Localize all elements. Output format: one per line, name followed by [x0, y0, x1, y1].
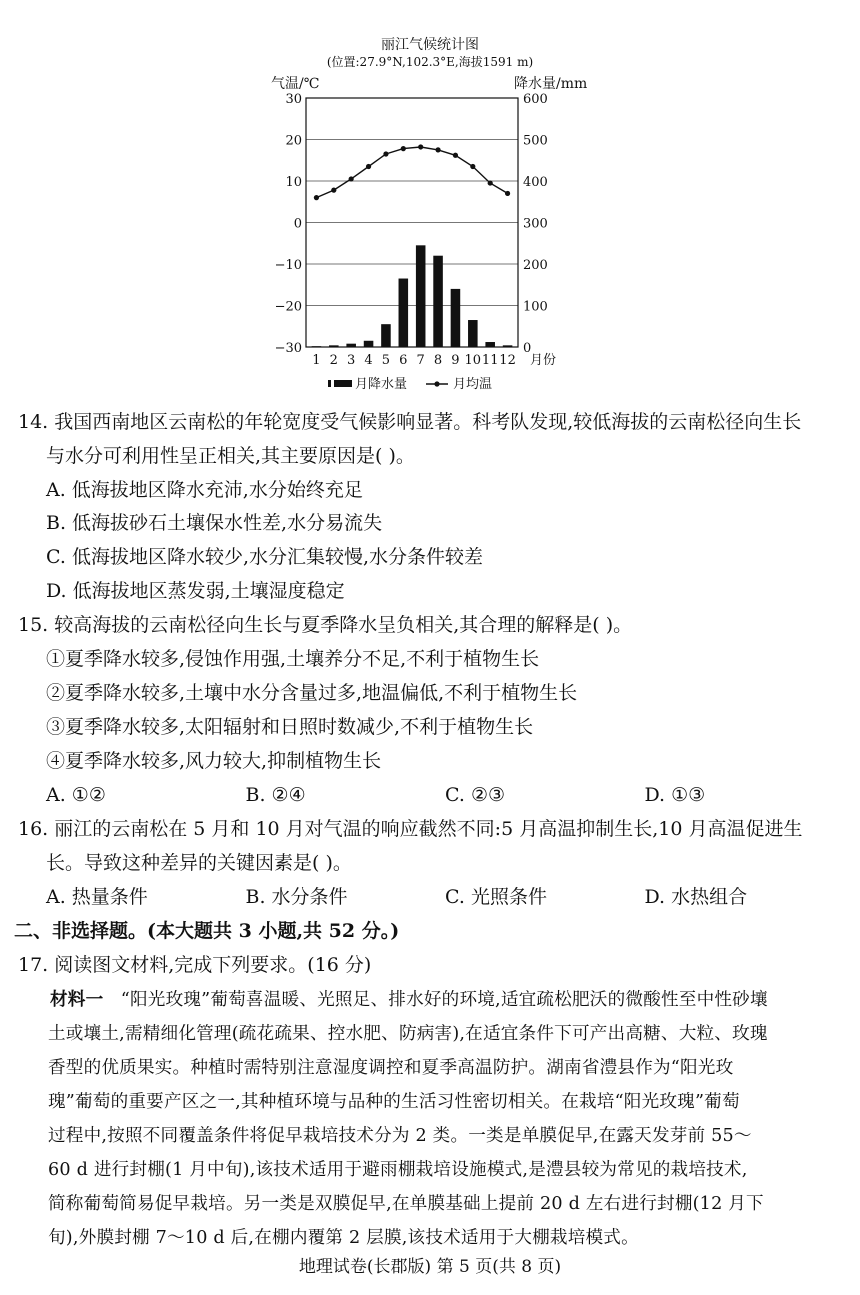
temp-point: [383, 151, 388, 156]
right-tick-label: 0: [523, 341, 532, 356]
material-1-line-2: 土或壤土,需精细化管理(疏花疏果、控水肥、防病害),在适宜条件下可产出高糖、大粒、玫瑰: [48, 1024, 768, 1044]
question-16-options: [18, 880, 844, 914]
legend: [328, 376, 492, 392]
x-tick-label: 8: [433, 353, 443, 368]
question-15-option-b: B. ②④: [245, 784, 306, 806]
left-tick-label: −30: [274, 341, 302, 356]
x-tick-label: 7: [416, 353, 425, 368]
legend-bar-swatch: [328, 380, 331, 387]
question-17-stem: [18, 948, 844, 982]
right-tick-label: 500: [523, 133, 548, 149]
temp-point: [488, 180, 493, 185]
temp-polyline: [316, 147, 507, 198]
precip-bar: [364, 341, 374, 347]
x-tick-label: 4: [364, 353, 373, 368]
x-tick-label: 10: [464, 353, 482, 368]
temp-point: [453, 153, 458, 158]
precipitation-bars: [312, 245, 513, 347]
temp-point: [331, 188, 336, 193]
temp-point: [314, 195, 319, 200]
right-tick-label: 300: [523, 216, 548, 232]
precip-bar: [468, 320, 478, 347]
page-footer: 地理试卷(长郡版) 第 5 页(共 8 页): [298, 1257, 562, 1277]
question-14-option-a: A. 低海拔地区降水充沛,水分始终充足: [46, 479, 363, 501]
right-tick-label: 100: [523, 299, 548, 315]
left-tick-label: 0: [293, 216, 302, 232]
question-14-stem-line1: 14. 我国西南地区云南松的年轮宽度受气候影响显著。科考队发现,较低海拔的云南松径向生长: [18, 411, 802, 433]
x-tick-label: 2: [329, 353, 338, 368]
x-tick-label: 6: [399, 353, 408, 368]
temp-point: [418, 144, 423, 149]
x-tick-label: 9: [451, 353, 460, 368]
material-1-line-7: 简称葡萄简易促早栽培。另一类是双膜促早,在单膜基础上提前 20 d 左右进行封棚(12 月下: [48, 1194, 764, 1214]
left-tick-label: 20: [285, 133, 302, 149]
question-15-option-a: A. ①②: [46, 784, 106, 806]
question-16-option-a: A. 热量条件: [46, 886, 148, 908]
material-1-label: 材料一: [50, 989, 104, 1010]
legend-bar-swatch-2: [334, 380, 352, 387]
right-tick-label: 400: [523, 175, 548, 190]
question-15-stem: 15. 较高海拔的云南松径向生长与夏季降水呈负相关,其合理的解释是( )。: [18, 614, 633, 636]
material-1: [50, 983, 844, 1017]
left-tick-label: −20: [274, 299, 302, 315]
x-tick-label: 3: [347, 353, 356, 368]
right-tick-label: 200: [523, 258, 548, 273]
tick-labels: [275, 92, 548, 368]
right-tick-label: 600: [523, 92, 548, 107]
chart-subtitle: (位置:27.9°N,102.3°E,海拔1591 m): [326, 55, 534, 69]
question-16-stem-line2: 长。导致这种差异的关键因素是( )。: [46, 852, 352, 874]
question-16-option-c: C. 光照条件: [445, 886, 547, 908]
legend-precip-label: 月降水量: [355, 377, 408, 392]
question-15-options: [18, 778, 844, 812]
question-17-stem-text: 17. 阅读图文材料,完成下列要求。(16 分): [18, 954, 372, 976]
chart-title: 丽江气候统计图: [381, 37, 479, 53]
material-1-line-6: 60 d 进行封棚(1 月中旬),该技术适用于避雨棚栽培设施模式,是澧县较为常见的栽培技术,: [48, 1160, 748, 1180]
left-tick-label: −10: [274, 258, 302, 273]
question-15-statement-1: ①夏季降水较多,侵蚀作用强,土壤养分不足,不利于植物生长: [46, 648, 540, 670]
question-16-stem-line1: 16. 丽江的云南松在 5 月和 10 月对气温的响应截然不同:5 月高温抑制生长,10 月高温促进生: [18, 818, 803, 840]
x-tick-label: 12: [499, 353, 516, 368]
left-axis-label: 气温/℃: [271, 76, 320, 92]
temperature-line: [314, 144, 510, 200]
right-axis-label: 降水量/mm: [514, 76, 588, 92]
temp-point: [435, 147, 440, 152]
x-tick-label: 11: [481, 353, 499, 368]
temp-point: [401, 146, 406, 151]
left-tick-label: 10: [285, 175, 302, 190]
question-15-statement-2: ②夏季降水较多,土壤中水分含量过多,地温偏低,不利于植物生长: [46, 682, 578, 704]
material-1-line-3: 香型的优质果实。种植时需特别注意湿度调控和夏季高温防护。湖南省澧县作为“阳光玫: [48, 1058, 734, 1078]
legend-line-dot: [434, 381, 439, 386]
legend-temp-label: 月均温: [453, 377, 493, 392]
precip-bar: [433, 256, 443, 347]
precip-bar: [451, 289, 461, 347]
question-15-statement-4: ④夏季降水较多,风力较大,抑制植物生长: [46, 750, 382, 772]
climate-chart-svg: [250, 34, 610, 394]
material-1-line-5: 过程中,按照不同覆盖条件将促早栽培技术分为 2 类。一类是单膜促早,在露天发芽前 55～: [48, 1126, 752, 1146]
question-14-option-d: D. 低海拔地区蒸发弱,土壤湿度稳定: [46, 580, 345, 602]
temp-point: [366, 164, 371, 169]
left-tick-label: 30: [285, 92, 302, 107]
question-14-stem-line2: 与水分可利用性呈正相关,其主要原因是( )。: [46, 445, 415, 467]
x-tick-label: 1: [312, 353, 321, 368]
material-1-line-4: 瑰”葡萄的重要产区之一,其种植环境与品种的生活习性密切相关。在栽培“阳光玫瑰”葡萄: [48, 1092, 740, 1112]
material-1-line-8: 旬),外膜封棚 7～10 d 后,在棚内覆第 2 层膜,该技术适用于大棚栽培模式。: [48, 1228, 639, 1248]
temp-point: [470, 164, 475, 169]
precip-bar: [399, 279, 409, 347]
question-15-option-c: C. ②③: [445, 784, 506, 806]
x-tick-label: 5: [381, 353, 391, 368]
precip-bar: [416, 245, 426, 347]
question-14-option-b: B. 低海拔砂石土壤保水性差,水分易流失: [46, 512, 383, 534]
question-16-option-b: B. 水分条件: [245, 886, 348, 908]
x-axis-label: 月份: [530, 353, 557, 368]
temp-point: [505, 191, 510, 196]
precip-bar: [381, 324, 391, 347]
question-14-option-c: C. 低海拔地区降水较少,水分汇集较慢,水分条件较差: [46, 546, 484, 568]
precip-bar: [485, 342, 495, 347]
question-15-statement-3: ③夏季降水较多,太阳辐射和日照时数减少,不利于植物生长: [46, 716, 534, 738]
material-1-line-1-text: “阳光玫瑰”葡萄喜温暖、光照足、排水好的环境,适宜疏松肥沃的微酸性至中性砂壤: [120, 990, 768, 1010]
section-2-heading: 二、非选择题。(本大题共 3 小题,共 52 分。): [14, 920, 400, 942]
climate-chart: [250, 34, 610, 394]
material-1-line-1: [50, 983, 844, 1017]
question-16-option-d: D. 水热组合: [644, 886, 748, 908]
question-15-option-d: D. ①③: [644, 784, 706, 806]
temp-point: [349, 176, 354, 181]
grid: [306, 140, 518, 306]
